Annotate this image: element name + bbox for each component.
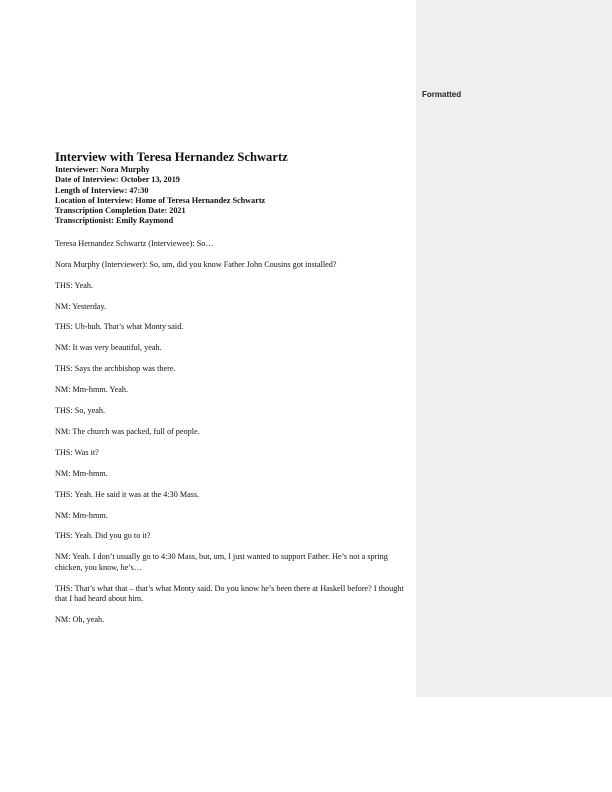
transcript-line: NM: Yesterday. [55, 301, 107, 311]
meta-interviewer: Interviewer: Nora Murphy [55, 165, 150, 174]
comment-margin-panel [416, 0, 612, 697]
transcript-line: NM: The church was packed, full of people. [55, 426, 200, 436]
transcript-line: NM: It was very beautiful, yeah. [55, 343, 162, 353]
transcript-line: NM: Mm-hmm. [55, 510, 108, 520]
transcript-lines [55, 239, 405, 626]
transcript-line: NM: Oh, yeah. [55, 615, 105, 624]
document-title: Interview with Teresa Hernandez Schwartz [55, 150, 288, 164]
transcript-line: Teresa Hernandez Schwartz (Interviewee): So… [55, 238, 214, 248]
meta-transcriptionist: Transcriptionist: Emily Raymond [55, 216, 174, 226]
transcript-body [55, 150, 405, 636]
meta-date: Date of Interview: October 13, 2019 [55, 175, 180, 185]
meta-completion-date: Transcription Completion Date: 2021 [55, 206, 186, 216]
meta-location: Location of Interview: Home of Teresa Hernandez Schwartz [55, 195, 266, 205]
transcript-line: THS: That’s what that – that’s what Monty said. Do you know he’s been there at Haskell before? I thought that I had heard about him. [55, 583, 404, 604]
transcript-line: THS: Says the archbishop was there. [55, 364, 176, 374]
transcript-line: NM: Yeah. I don’t usually go to 4:30 Mass, but, um, I just wanted to support Father. He’s not a spring chicken, you know, he’s… [55, 552, 388, 572]
transcript-line: Nora Murphy (Interviewer): So, um, did you know Father John Cousins got installed? [55, 259, 337, 269]
transcript-line: THS: Uh-huh. That’s what Monty said. [55, 322, 184, 332]
transcript-line: THS: So, yeah. [55, 406, 106, 416]
interview-metadata [55, 165, 405, 227]
transcript-line: THS: Yeah. Did you go to it? [55, 531, 151, 541]
transcript-line: NM: Mm-hmm. [55, 468, 108, 478]
transcript-line: NM: Mm-hmm. Yeah. [55, 385, 129, 395]
meta-length: Length of Interview: 47:30 [55, 185, 149, 195]
transcript-line: THS: Yeah. He said it was at the 4:30 Mass. [55, 489, 200, 499]
transcript-line: THS: Was it? [55, 447, 99, 457]
transcript-line: THS: Yeah. [55, 280, 93, 290]
formatted-comment-label: Formatted [422, 90, 462, 99]
